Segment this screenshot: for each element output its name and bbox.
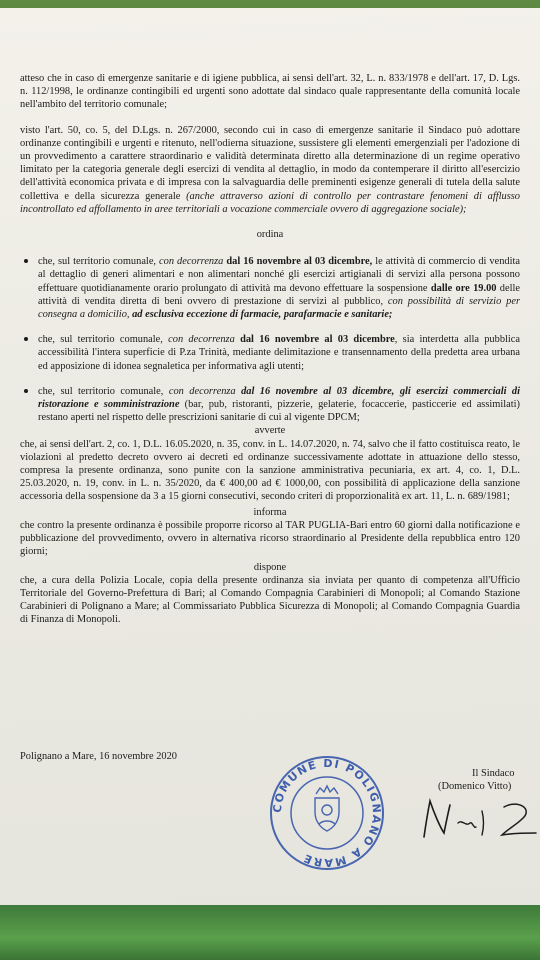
- paragraph-visto-text: visto l'art. 50, co. 5, del D.Lgs. n. 267/2000, secondo cui in caso di emergenze sanitarie il Sindaco può adottare ordinanze contingibili e urgenti e ritenuto, nell'odierna situazione, sussistere gli elementi emergenziali per l'adozione di un provvedimento a carattere straordinario e validità determinata diretto alla determinazione di un regime operativo limitato per la categoria generale degli esercizi di vendita al dettaglio, in modo da contemperare il diritto all'esercizio dell'attività economica privata e di impresa con la salvaguardia delle preminenti esigenze generali di tutela della salute collettiva e della sicurezza generale: [20, 124, 520, 202]
- coat-of-arms-icon: [315, 786, 339, 831]
- bullet3-text-a: che, sul territorio comunale,: [38, 385, 169, 397]
- signatory-name: (Domenico Vitto): [438, 781, 512, 792]
- bullet-dot: [24, 389, 28, 393]
- signatory-title: Il Sindaco: [472, 768, 515, 779]
- bullet2-text-c: dal 16 novembre al 03 dicembre: [240, 334, 395, 346]
- bullet2-text-a: che, sul territorio comunale,: [38, 334, 169, 346]
- bullet1-text-c: dal 16 novembre al 03 dicembre,: [226, 256, 373, 268]
- heading-ordina: ordina: [256, 229, 284, 241]
- list-item: [20, 333, 520, 373]
- municipal-stamp: [268, 754, 386, 872]
- signature-block: [438, 767, 514, 793]
- stamp-text: COMUNE DI POLIGNANO A MARE: [270, 756, 384, 870]
- bullet1-text-g: con possibilità di servizio per consegna a domicilio,: [38, 295, 520, 321]
- place-date: Polignano a Mare, 16 novembre 2020: [20, 751, 177, 762]
- bullet2-text-b: con decorrenza: [168, 334, 241, 346]
- handwritten-signature: [418, 793, 538, 841]
- bullet1-text-f: delle attività di vendita diretta di beni ovvero di prestazione di servizi al pubblico,: [38, 282, 520, 307]
- bullet1-text-b: con decorrenza: [159, 256, 227, 268]
- bullet-dot: [24, 337, 28, 341]
- document-body: [20, 72, 520, 639]
- bullet-dot: [24, 259, 28, 263]
- bullet3-text-c: dal 16 novembre al 03 dicembre, gli esercizi commerciali di ristorazione e somministrazione: [38, 385, 521, 411]
- paragraph-visto: [20, 124, 520, 216]
- background-table: [0, 905, 540, 960]
- heading-avverte: avverte: [254, 425, 286, 437]
- paragraph-visto-italic: (anche attraverso azioni di controllo per contrastare fenomeni di afflusso incontrollato ed affollamento in aree territoriali a vocazione commerciale ovvero di aggregazione sociale);: [20, 190, 520, 215]
- bullet2-text-d: , sia interdetta alla pubblica accessibilità l'intera superficie di P.za Trinità, mediante delimitazione e transennamento della predetta area urbana ed apposizione di idonea segnaletica per informativa agli utenti;: [38, 334, 521, 372]
- list-item: [20, 385, 520, 425]
- list-item: [20, 255, 520, 321]
- heading-dispone: dispone: [253, 561, 287, 573]
- bullet1-text-e: dalle ore 19.00: [430, 282, 497, 294]
- heading-informa: informa: [253, 506, 287, 518]
- bullet1-text-h: ad esclusiva eccezione di farmacie, parafarmacie e sanitarie;: [132, 309, 393, 321]
- paragraph-informa: che contro la presente ordinanza è possibile proporre ricorso al TAR PUGLIA-Bari entro 60 giorni dalla notificazione e pubblicazione del provvedimento, ovvero in alternativa ricorso straordinario al Presidente della repubblica entro 120 giorni;: [20, 519, 520, 558]
- bullet1-text-a: che, sul territorio comunale,: [38, 256, 160, 268]
- bullet3-text-b: con decorrenza: [168, 385, 242, 397]
- bullet3-text-d: (bar, pub, ristoranti, pizzerie, gelaterie, focaccerie, pasticcerie ed assimilati) restano aperti nel rispetto delle prescrizioni sanitarie di cui al vigente DPCM;: [38, 399, 520, 424]
- paragraph-atteso: atteso che in caso di emergenze sanitarie e di igiene pubblica, ai sensi dell'art. 32, L. n. 833/1978 e dell'art. 17, D. Lgs. n. 112/1998, le ordinanze contingibili ed urgenti sono adottate dal sindaco quale rappresentante della comunità locale nell'ambito del territorio comunale;: [20, 73, 520, 111]
- paragraph-dispone: che, a cura della Polizia Locale, copia della presente ordinanza sia inviata per quanto di competenza all'Ufficio Territoriale del Governo-Prefettura di Bari; al Comando Compagnia Carabinieri di Monopoli; al Comando Stazione Carabinieri di Polignano a Mare; al Commissariato Pubblica Sicurezza di Monopoli; al Comando Compagnia Guardia di Finanza di Monopoli.: [20, 574, 520, 626]
- paragraph-avverte: che, ai sensi dell'art. 2, co. 1, D.L. 16.05.2020, n. 35, conv. in L. 14.07.2020, n. 74, salvo che il fatto costituisca reato, le violazioni al predetto decreto ovvero ai decreti ed ordinanze successivamente adottate in attuazione dello stesso, compresa la presente ordinanza, sono punite con la sanzione amministrativa pecuniaria, ex art. 4, co. 1, D.L. 25.03.2020, n. 19, conv. in L. n. 35/2020, da € 400,00 ad € 1000,00, con possibilità di applicazione della sanzione accessoria della sospensione da 3 a 15 giorni consecutivi, secondo criteri di proporzionalità ex art. 11, L. n. 689/1981;: [20, 438, 520, 503]
- bullet1-text-d: le attività di commercio di vendita al dettaglio di generi alimentari e non alimentari nonché gli esercizi artigianali di servizi alla persona possono effettuare quotidianamente orario prolungato di attività ma devono effettuare la sospensione: [38, 256, 520, 294]
- ordina-list: [20, 255, 520, 424]
